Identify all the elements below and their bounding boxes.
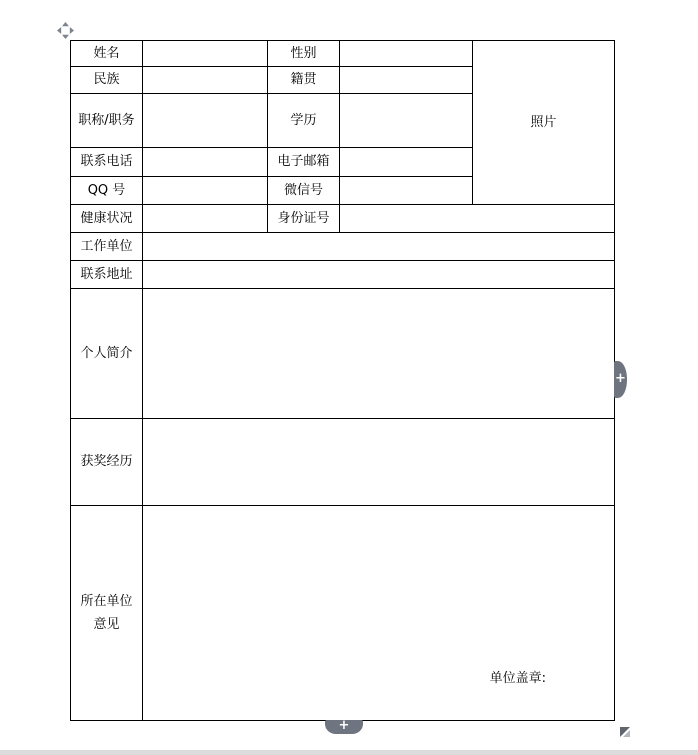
resume-form-table [70,40,615,721]
education-label: 学历 [268,94,340,148]
health-value-cell[interactable] [143,205,268,233]
unit-opinion-value-cell[interactable] [143,506,615,721]
personal-profile-value-cell[interactable] [143,289,615,419]
native-place-value-cell[interactable] [340,67,473,94]
email-label: 电子邮箱 [268,148,340,177]
unit-seal-label: 单位盖章: [489,670,546,686]
title-position-value-cell[interactable] [143,94,268,148]
phone-value-cell[interactable] [143,148,268,177]
plus-icon: + [615,371,626,386]
id-number-label: 身份证号 [268,205,340,233]
diagonal-resize-icon [620,727,631,738]
insert-column-button[interactable] [614,361,627,398]
table-move-handle[interactable] [56,21,75,40]
unit-opinion-label: 所在单位意见 [71,506,143,721]
name-label: 姓名 [71,41,143,67]
personal-profile-label: 个人简介 [71,289,143,419]
work-unit-value-cell[interactable] [143,233,615,261]
page-gap [0,750,698,755]
photo-cell[interactable]: 照片 [473,41,615,205]
phone-label: 联系电话 [71,148,143,177]
education-value-cell[interactable] [340,94,473,148]
wechat-label: 微信号 [268,177,340,205]
work-unit-label: 工作单位 [71,233,143,261]
move-icon [56,21,75,40]
gender-value-cell[interactable] [340,41,473,67]
ethnicity-label: 民族 [71,67,143,94]
awards-value-cell[interactable] [143,419,615,506]
id-number-value-cell[interactable] [340,205,615,233]
gender-label: 性别 [268,41,340,67]
plus-icon: + [338,718,350,733]
native-place-label: 籍贯 [268,67,340,94]
name-value-cell[interactable] [143,41,268,67]
awards-label: 获奖经历 [71,419,143,506]
insert-row-button[interactable] [325,720,363,734]
ethnicity-value-cell[interactable] [143,67,268,94]
contact-address-value-cell[interactable] [143,261,615,289]
email-value-cell[interactable] [340,148,473,177]
contact-address-label: 联系地址 [71,261,143,289]
title-position-label: 职称/职务 [71,94,143,148]
qq-label: QQ 号 [71,177,143,205]
health-label: 健康状况 [71,205,143,233]
qq-value-cell[interactable] [143,177,268,205]
table-resize-handle[interactable] [620,723,631,734]
wechat-value-cell[interactable] [340,177,473,205]
